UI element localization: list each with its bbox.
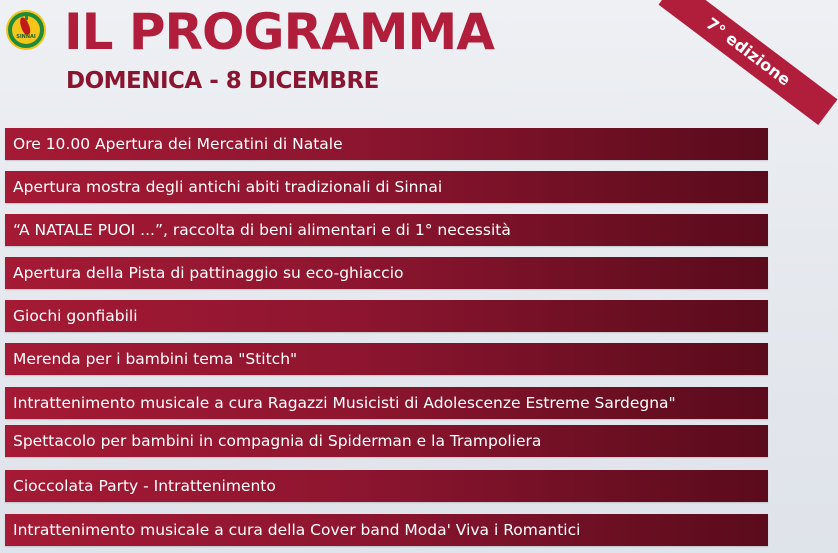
pepper-logo-icon (6, 10, 46, 50)
program-item: Ore 10.00 Apertura dei Mercatini di Natale (5, 128, 768, 160)
page-title: IL PROGRAMMA (64, 3, 494, 61)
edition-badge: 7° edizione (659, 0, 838, 125)
program-item: Giochi gonfiabili (5, 300, 768, 332)
program-item: “A NATALE PUOI ...”, raccolta di beni alimentari e di 1° necessità (5, 214, 768, 246)
program-item: Spettacolo per bambini in compagnia di Spiderman e la Trampoliera (5, 425, 768, 457)
page-subtitle: DOMENICA - 8 DICEMBRE (66, 68, 379, 94)
program-item: Intrattenimento musicale a cura Ragazzi Musicisti di Adolescenze Estreme Sardegna" (5, 387, 768, 419)
program-item: Apertura della Pista di pattinaggio su eco-ghiaccio (5, 257, 768, 289)
program-item: Apertura mostra degli antichi abiti tradizionali di Sinnai (5, 171, 768, 203)
program-item: Merenda per i bambini tema "Stitch" (5, 343, 768, 375)
program-item: Cioccolata Party - Intrattenimento (5, 470, 768, 502)
logo-text: SINNAI (16, 34, 36, 40)
program-item: Intrattenimento musicale a cura della Cover band Moda' Viva i Romantici (5, 514, 768, 546)
edition-ribbon (618, 0, 795, 120)
